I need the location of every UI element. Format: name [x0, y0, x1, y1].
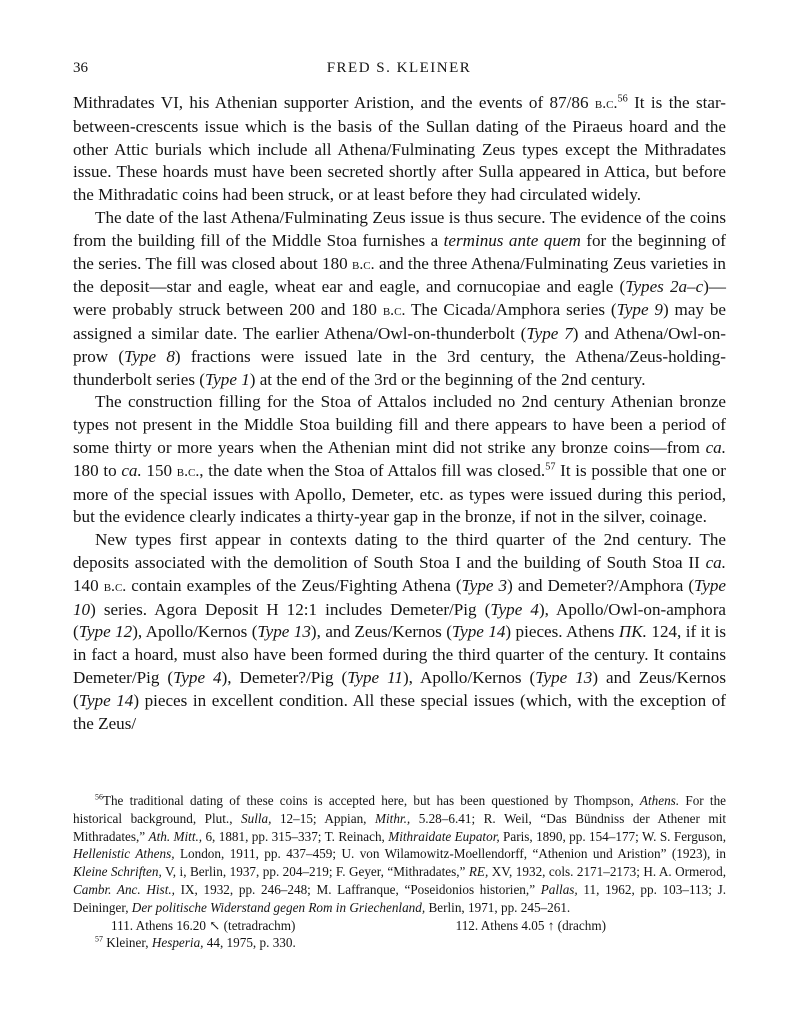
paragraph-3: The construction filling for the Stoa of Attalos included no 2nd century Athenian bronze types not present in the Middle Stoa building fill and there appears to have been a period of some thirty or more years when the Athenian mint did not strike any bronze coins—from ca. 180 to ca. 150 b.c., the date when the Stoa of Attalos fill was closed.$^{57}$ It is possible that one or more of the special issues with Apollo, Demeter, etc. as types were issued during this period, but the evidence clearly indicates a thirty-year gap in the bronze, if not in the silver, coinage.: [73, 392, 726, 527]
body-text: [73, 92, 726, 735]
coin-caption-112: 112. Athens 4.05 ↑ (drachm): [455, 917, 606, 933]
coin-caption-111: 111. Athens 16.20 ↖ (tetradrachm): [111, 917, 296, 933]
paragraph-2: The date of the last Athena/Fulminating Zeus issue is thus secure. The evidence of the coins from the building fill of the Middle Stoa furnishes a terminus ante quem for the beginning of the series. The fill was closed about 180 b.c. and the three Athena/Fulminating Zeus varieties in the deposit—star and eagle, wheat ear and eagle, and cornucopiae and eagle (Types 2a–c)—were probably struck between 200 and 180 b.c. The Cicada/Amphora series (Type 9) may be assigned a similar date. The earlier Athena/Owl-on-thunderbolt (Type 7) and Athena/Owl-on-prow (Type 8) fractions were issued late in the 3rd century, the Athena/Zeus-holding-thunderbolt series (Type 1) at the end of the 3rd or the beginning of the 2nd century.: [73, 207, 726, 389]
footnote-57: $^{57}$ Kleiner, Hesperia, 44, 1975, p. 330.: [95, 934, 296, 951]
paragraph-1: Mithradates VI, his Athenian supporter Aristion, and the events of 87/86 b.c.$^{56}$ It is the star-between-crescents issue which is the basis of the Sullan dating of the Piraeus hoard and the other Attic burials which include all Athena/Fulminating Zeus types except the Mithradates issue. These hoards must have been secreted shortly after Sulla appeared in Attica, but before the Mithradatic coins had been struck, or at least before they had circulated widely.: [73, 93, 726, 205]
paragraph-4: New types first appear in contexts dating to the third quarter of the 2nd century. The deposits associated with the demolition of South Stoa I and the building of South Stoa II ca. 140 b.c. contain examples of the Zeus/Fighting Athena (Type 3) and Demeter?/Amphora (Type 10) series. Agora Deposit H 12:1 includes Demeter/Pig (Type 4), Apollo/Owl-on-amphora (Type 12), Apollo/Kernos (Type 13), and Zeus/Kernos (Type 14) pieces. Athens ΠΚ. 124, if it is in fact a hoard, must also have been formed during the third quarter of the century. It contains Demeter/Pig (Type 4), Demeter?/Pig (Type 11), Apollo/Kernos (Type 13) and Zeus/Kernos (Type 14) pieces in excellent condition. All these special issues (which, with the exception of the Zeus/: [73, 530, 727, 733]
footnote-ref-57: 57: [545, 461, 556, 473]
coin-captions: [73, 917, 726, 935]
running-head: FRED S. KLEINER: [326, 60, 472, 76]
footnote-ref-56: 56: [617, 93, 628, 105]
page-number: 36: [73, 60, 88, 76]
footnote-56: $^{56}$The traditional dating of these coins is accepted here, but has been questioned by Thompson, Athens. For the historical background, Plut., Sulla, 12–15; Appian, Mithr., 5.28–6.41; R. Weil, “Das Bündniss der Athener mit Mithradates,” Ath. Mitt., 6, 1881, pp. 315–337; T. Reinach, Mithraidate Eupator, Paris, 1890, pp. 154–177; W. S. Ferguson, Hellenistic Athens, London, 1911, pp. 437–459; U. von Wilamowitz-Moellendorff, “Athenion und Aristion” (1923), in Kleine Schriften, V, i, Berlin, 1937, pp. 204–219; F. Geyer, “Mithradates,” RE, XV, 1932, cols. 2171–2173; H. A. Ormerod, Cambr. Anc. Hist., IX, 1932, pp. 246–248; M. Laffranque, “Poseidonios historien,” Pallas, 11, 1962, pp. 103–113; J. Deininger, Der politische Widerstand gegen Rom in Griechenland, Berlin, 1971, pp. 245–261.: [73, 792, 727, 915]
footnotes: [73, 792, 726, 952]
